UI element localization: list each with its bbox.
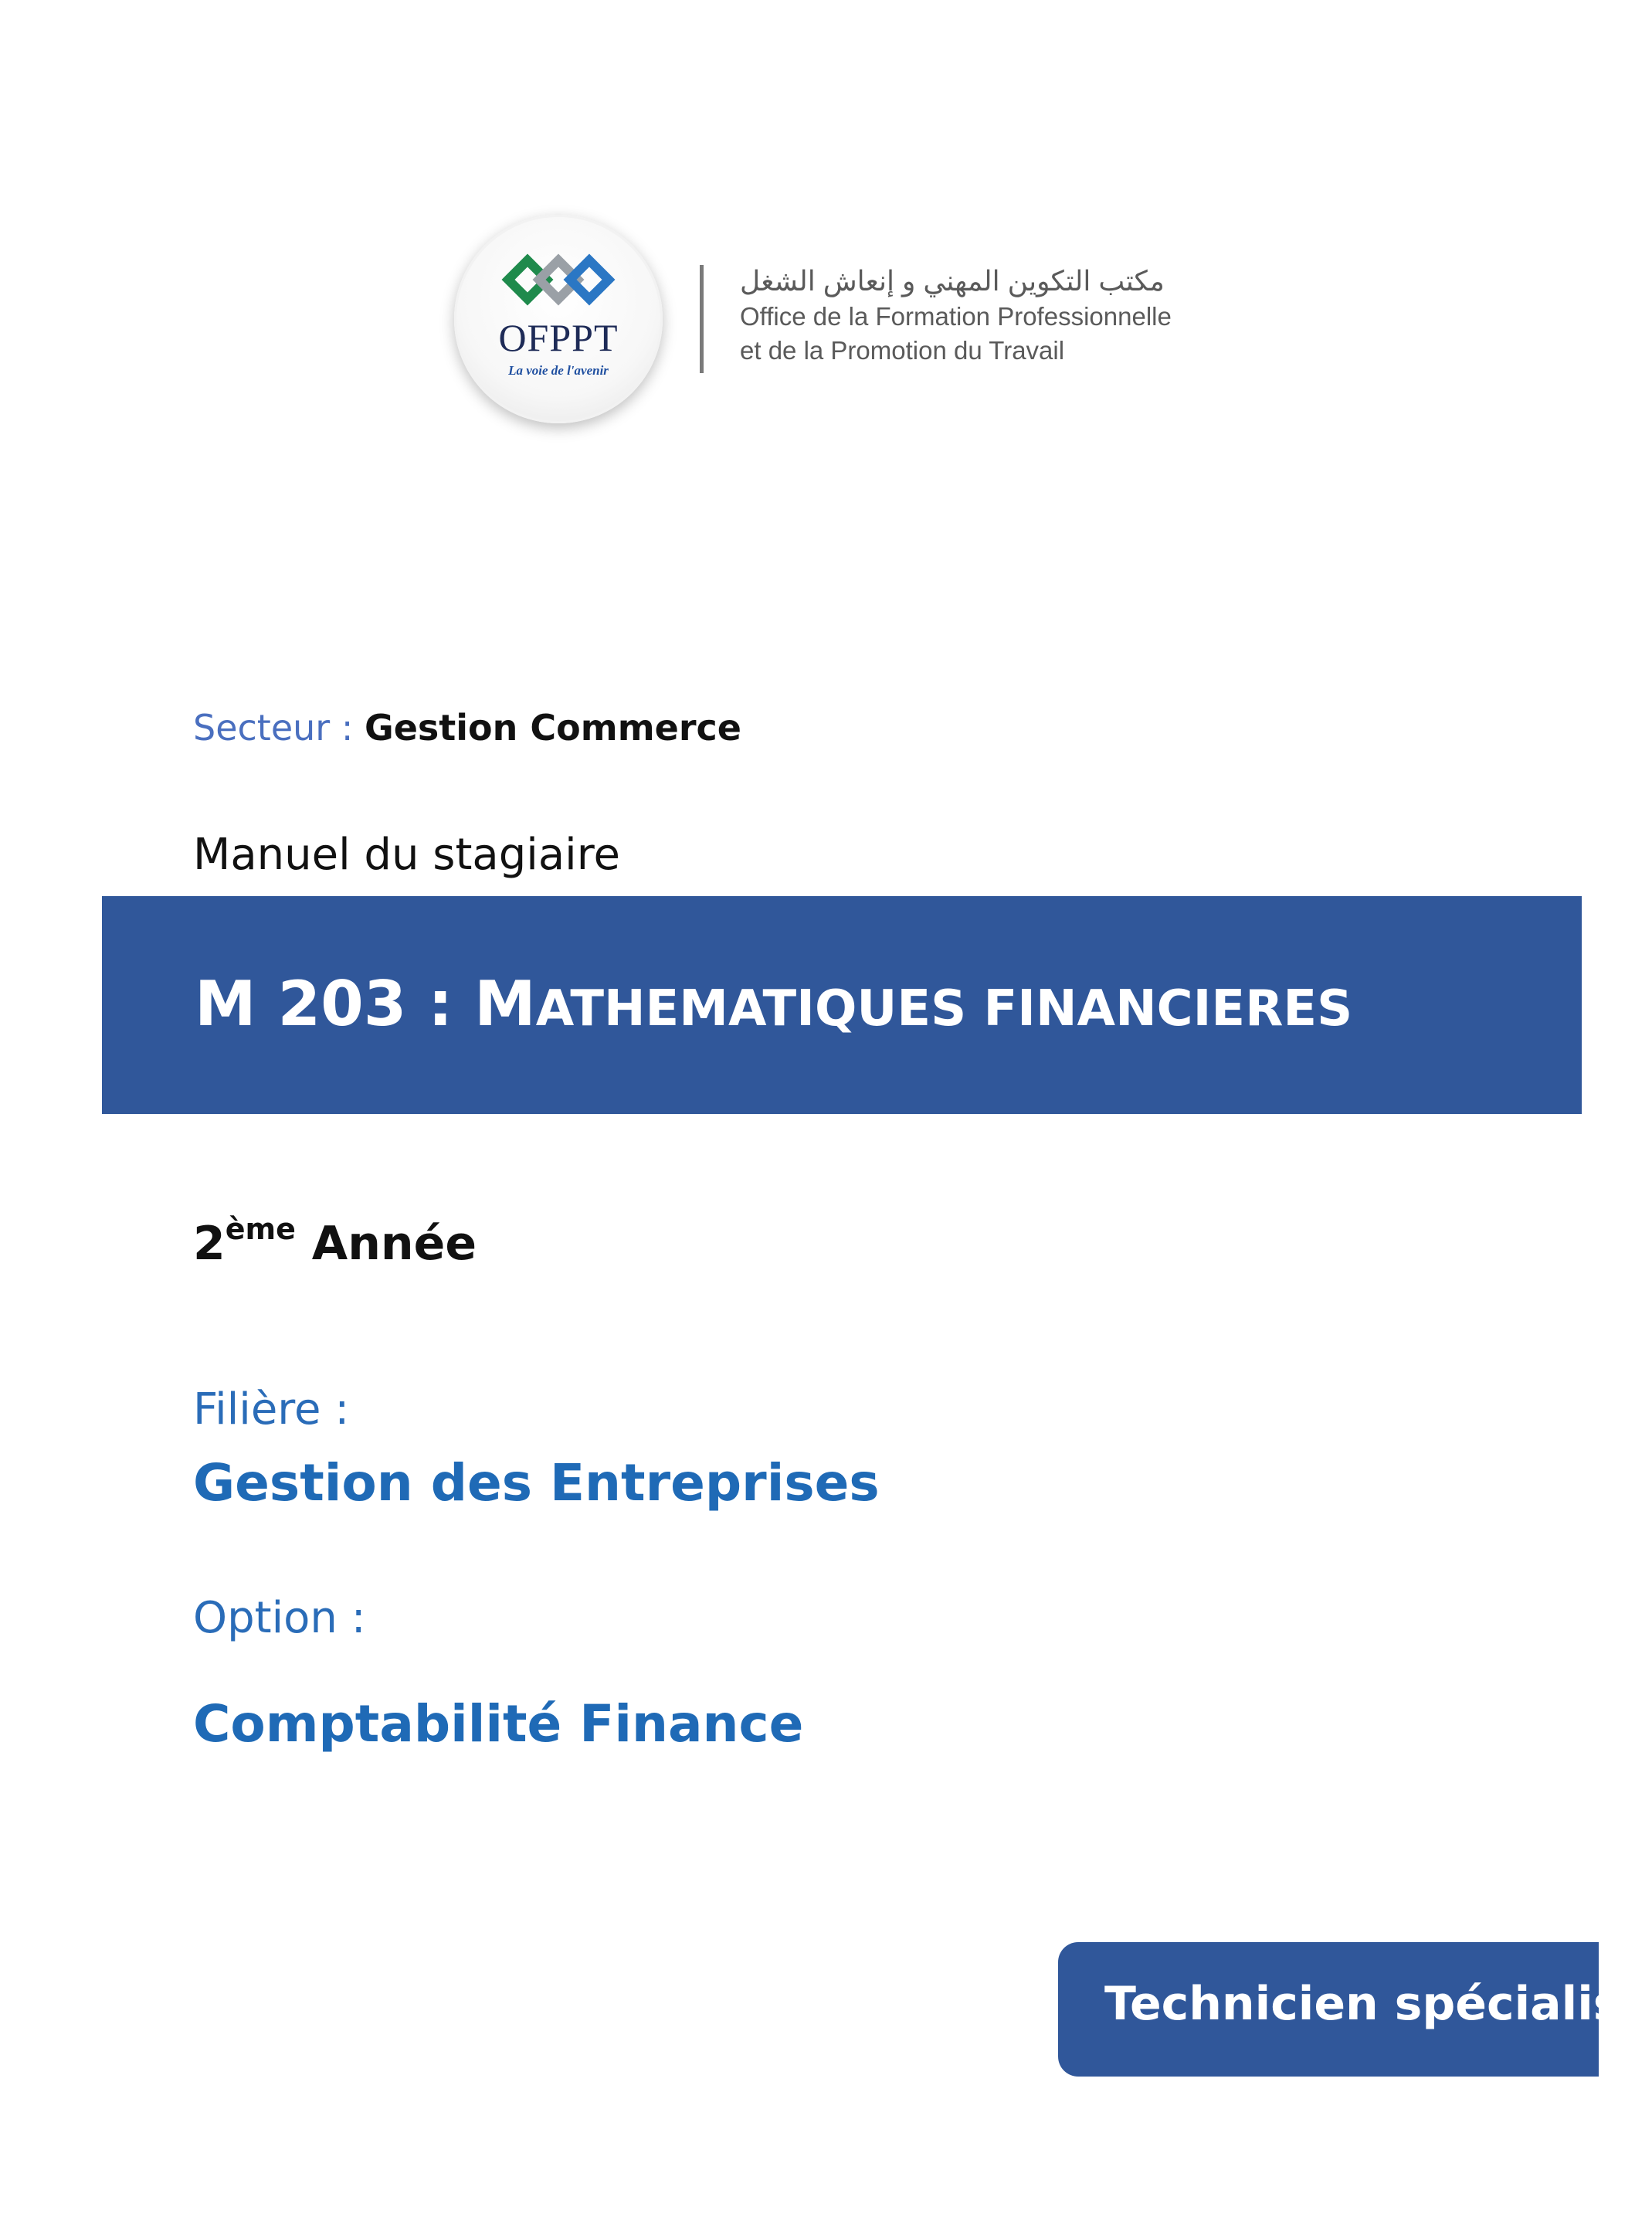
module-title-initial: M [474,968,536,1040]
module-title-banner [102,896,1582,1114]
secteur-label: Secteur : [193,707,365,749]
office-name-arabic: مكتب التكوين المهني و إنعاش الشغل [740,265,1165,297]
option-value: Comptabilité Finance [193,1694,804,1754]
secteur-line [193,705,741,751]
secteur-value: Gestion Commerce [364,707,741,749]
header-divider [700,265,704,373]
ofppt-diamonds-icon [493,249,624,311]
module-title [195,966,1352,1060]
office-name [740,263,1172,368]
module-code: M 203 : [195,968,475,1040]
document-type: Manuel du stagiaire [193,830,620,880]
annee-number: 2 [193,1217,226,1271]
office-name-french-line2: et de la Promotion du Travail [740,336,1065,365]
option-label: Option : [193,1593,366,1643]
level-badge [1058,1942,1652,2077]
annee-suffix: ème [225,1212,296,1246]
logo-tagline: La voie de l'avenir [508,363,609,378]
module-title-rest: ATHEMATIQUES FINANCIERES [535,980,1353,1037]
ofppt-logo [454,215,663,423]
level-badge-text: Technicien spécialisé [1104,1977,1652,2031]
annee [193,1213,477,1275]
annee-word: Année [295,1217,477,1271]
logo-text: OFPPT [498,316,619,359]
filiere-label: Filière : [193,1384,350,1435]
filiere-value: Gestion des Entreprises [193,1453,880,1513]
office-name-french-line1: Office de la Formation Professionnelle [740,302,1172,331]
